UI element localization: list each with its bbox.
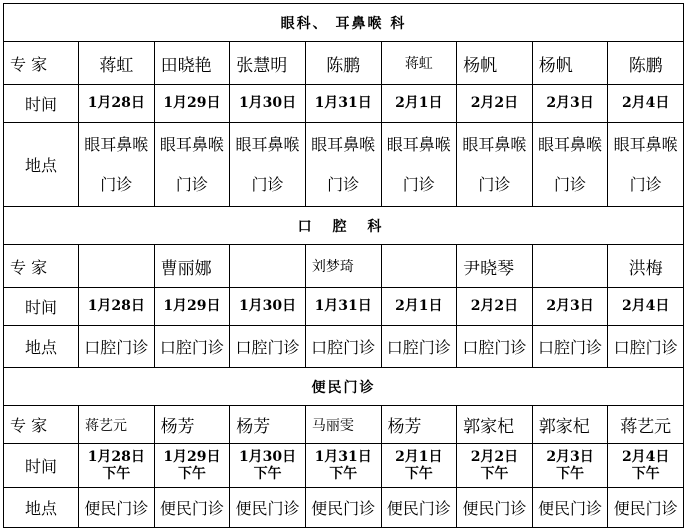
date-text: 2月3日 (546, 448, 594, 465)
expert-cell: 尹晓琴 (457, 245, 533, 288)
period-text: 下午 (253, 465, 282, 482)
date-cell: 1月31日 (305, 288, 381, 326)
expert-cell: 曹丽娜 (154, 245, 230, 288)
date-cell (305, 444, 381, 488)
period-text: 下午 (480, 465, 509, 482)
date-cell: 2月1日 (381, 85, 457, 123)
date-text: 2月4日 (621, 448, 670, 465)
place-cell: 便民门诊 (305, 488, 381, 528)
place-line1: 眼耳鼻喉 (613, 134, 678, 154)
date-cell (79, 444, 155, 488)
schedule-table (3, 3, 684, 528)
time-row (4, 85, 684, 123)
section-header-row (4, 368, 684, 406)
expert-cell: 洪梅 (608, 245, 684, 288)
place-label: 地点 (4, 326, 79, 368)
place-cell (381, 123, 457, 207)
place-cell: 口腔门诊 (381, 326, 457, 368)
place-label: 地点 (4, 488, 79, 528)
place-cell: 便民门诊 (79, 488, 155, 528)
date-cell (230, 444, 306, 488)
date-text: 2月1日 (395, 448, 443, 465)
place-cell: 口腔门诊 (79, 326, 155, 368)
date-cell (154, 444, 230, 488)
date-cell: 1月29日 (154, 85, 230, 123)
expert-cell: 杨帆 (532, 42, 608, 85)
place-label: 地点 (4, 123, 79, 207)
expert-cell-empty (79, 245, 155, 288)
expert-cell: 杨芳 (230, 406, 306, 444)
place-line1: 眼耳鼻喉 (538, 134, 603, 154)
place-line2: 门诊 (251, 174, 284, 194)
place-cell: 口腔门诊 (457, 326, 533, 368)
expert-row (4, 42, 684, 85)
date-cell: 1月31日 (305, 85, 381, 123)
time-label: 时间 (4, 288, 79, 326)
date-text: 2月2日 (470, 448, 519, 465)
expert-cell: 田晓艳 (154, 42, 230, 85)
place-line2: 门诊 (402, 174, 435, 194)
place-cell: 便民门诊 (532, 488, 608, 528)
place-row (4, 326, 684, 368)
expert-row (4, 245, 684, 288)
expert-cell: 马丽雯 (305, 406, 381, 444)
period-text: 下午 (102, 465, 131, 482)
place-cell: 口腔门诊 (532, 326, 608, 368)
place-line2: 门诊 (100, 174, 133, 194)
date-cell: 2月2日 (457, 85, 533, 123)
expert-cell: 蒋虹 (381, 42, 457, 85)
place-line2: 门诊 (629, 174, 662, 194)
date-cell: 1月28日 (79, 85, 155, 123)
expert-row (4, 406, 684, 444)
expert-cell-empty (381, 245, 457, 288)
place-line2: 门诊 (175, 174, 208, 194)
date-text: 1月31日 (314, 448, 372, 465)
place-line2: 门诊 (554, 174, 587, 194)
place-line1: 眼耳鼻喉 (386, 134, 451, 154)
place-line1: 眼耳鼻喉 (311, 134, 376, 154)
date-cell (457, 444, 533, 488)
date-cell: 2月2日 (457, 288, 533, 326)
expert-cell: 张慧明 (230, 42, 306, 85)
date-cell: 1月29日 (154, 288, 230, 326)
date-cell: 1月30日 (230, 85, 306, 123)
place-line2: 门诊 (327, 174, 360, 194)
place-cell: 口腔门诊 (608, 326, 684, 368)
section-header-row (4, 4, 684, 42)
place-cell: 口腔门诊 (305, 326, 381, 368)
expert-cell: 杨帆 (457, 42, 533, 85)
expert-cell: 陈鹏 (608, 42, 684, 85)
date-cell: 2月3日 (532, 288, 608, 326)
date-text: 1月30日 (238, 448, 297, 465)
time-label: 时间 (4, 444, 79, 488)
section-header-row (4, 207, 684, 245)
place-cell (230, 123, 306, 207)
expert-cell: 陈鹏 (305, 42, 381, 85)
expert-cell: 蒋艺元 (79, 406, 155, 444)
place-row (4, 488, 684, 528)
date-cell: 1月30日 (230, 288, 306, 326)
section-title-eye-ent: 眼科、 耳鼻喉 科 (4, 4, 684, 42)
place-cell: 便民门诊 (457, 488, 533, 528)
date-cell (608, 444, 684, 488)
place-cell: 便民门诊 (154, 488, 230, 528)
place-cell: 便民门诊 (608, 488, 684, 528)
place-cell (608, 123, 684, 207)
place-cell (154, 123, 230, 207)
date-cell: 2月4日 (608, 85, 684, 123)
date-cell: 1月28日 (79, 288, 155, 326)
expert-cell: 蒋艺元 (608, 406, 684, 444)
expert-cell: 郭家杞 (532, 406, 608, 444)
place-cell (532, 123, 608, 207)
place-line1: 眼耳鼻喉 (84, 134, 149, 154)
date-cell: 2月4日 (608, 288, 684, 326)
place-line1: 眼耳鼻喉 (235, 134, 300, 154)
time-row (4, 444, 684, 488)
period-text: 下午 (631, 465, 660, 482)
date-text: 1月28日 (87, 448, 145, 465)
expert-cell: 刘梦琦 (305, 245, 381, 288)
period-text: 下午 (404, 465, 433, 482)
place-row (4, 123, 684, 207)
section-title-dental: 口 腔 科 (4, 207, 684, 245)
expert-label: 专 家 (4, 42, 79, 85)
place-cell (79, 123, 155, 207)
place-line1: 眼耳鼻喉 (159, 134, 224, 154)
place-cell (457, 123, 533, 207)
time-label: 时间 (4, 85, 79, 123)
date-cell: 2月1日 (381, 288, 457, 326)
period-text: 下午 (329, 465, 358, 482)
expert-cell: 郭家杞 (457, 406, 533, 444)
place-cell: 便民门诊 (230, 488, 306, 528)
time-row (4, 288, 684, 326)
date-text: 1月29日 (163, 448, 221, 465)
expert-cell: 杨芳 (154, 406, 230, 444)
date-cell (381, 444, 457, 488)
expert-cell: 杨芳 (381, 406, 457, 444)
expert-label: 专 家 (4, 406, 79, 444)
expert-cell: 蒋虹 (79, 42, 155, 85)
period-text: 下午 (177, 465, 206, 482)
date-cell: 2月3日 (532, 85, 608, 123)
section-title-convenience: 便民门诊 (4, 368, 684, 406)
expert-cell-empty (532, 245, 608, 288)
place-line1: 眼耳鼻喉 (462, 134, 527, 154)
place-line2: 门诊 (478, 174, 511, 194)
place-cell: 口腔门诊 (154, 326, 230, 368)
period-text: 下午 (556, 465, 585, 482)
expert-label: 专 家 (4, 245, 79, 288)
date-cell (532, 444, 608, 488)
place-cell: 口腔门诊 (230, 326, 306, 368)
expert-cell-empty (230, 245, 306, 288)
place-cell (305, 123, 381, 207)
place-cell: 便民门诊 (381, 488, 457, 528)
